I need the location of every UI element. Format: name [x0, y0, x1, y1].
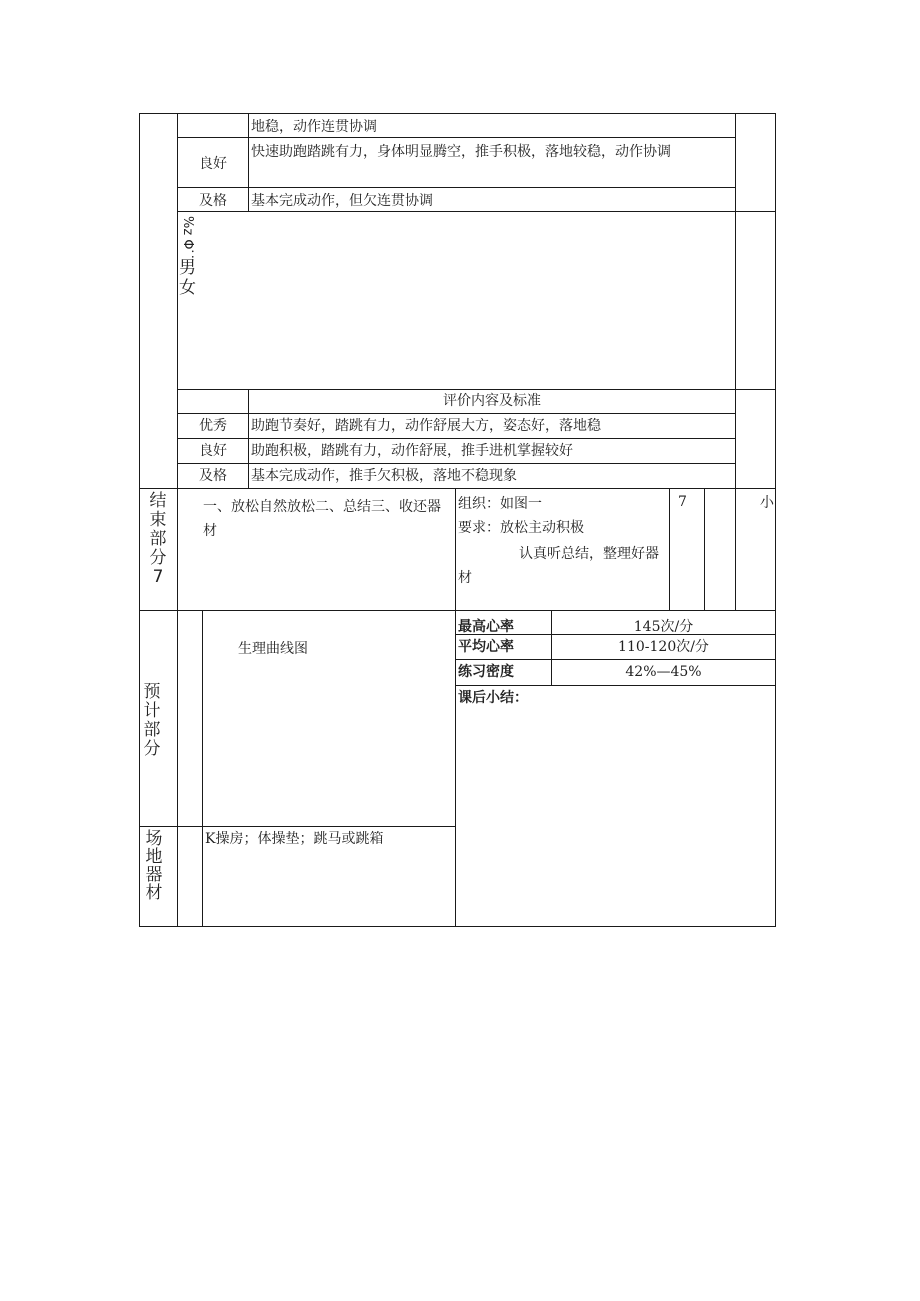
section-label-forecast: 预计部分: [143, 682, 161, 759]
level-label: 良好: [199, 156, 227, 172]
criteria-text: 地稳，动作连贯协调: [251, 119, 377, 135]
organization-text: 组织：如图一: [458, 496, 542, 512]
rule: [202, 610, 203, 927]
intensity-value: 小: [760, 495, 774, 511]
rule: [455, 685, 775, 686]
rule: [248, 113, 249, 211]
criteria-text: 基本完成动作，推手欠积极，落地不稳现象: [251, 468, 517, 484]
rule: [177, 413, 735, 414]
rule: [139, 113, 140, 927]
level-label: 良好: [199, 443, 227, 459]
venue-content: K操房；体操垫；跳马或跳箱: [205, 831, 384, 847]
eval-header: 评价内容及标准: [443, 393, 541, 409]
density-value: 42%—45%: [625, 664, 702, 680]
criteria-text: 助跑积极，踏跳有力，动作舒展，推手进机掌握较好: [251, 443, 573, 459]
summary-text: 材: [458, 570, 472, 586]
max-hr-label: 最高心率: [458, 619, 514, 635]
rule: [139, 113, 775, 114]
rule: [139, 488, 775, 489]
level-label: 优秀: [199, 418, 227, 434]
rule: [139, 610, 775, 611]
rule: [177, 438, 735, 439]
section-label-venue: 场地器材: [145, 829, 163, 903]
time-value: 7: [678, 494, 687, 510]
rule: [735, 113, 736, 489]
rule: [775, 113, 776, 927]
rule: [177, 113, 178, 927]
criteria-text: 助跑节奏好，踏跳有力，动作舒展大方，姿态好，落地稳: [251, 418, 601, 434]
rule: [455, 488, 456, 927]
garbled-text: %z Φ：: [180, 216, 195, 263]
rule: [177, 137, 735, 138]
rule: [704, 488, 705, 610]
rule: [669, 488, 670, 610]
rule: [177, 211, 775, 212]
rule: [177, 187, 735, 188]
avg-hr-value: 110-120次/分: [618, 639, 709, 655]
rule: [139, 826, 455, 827]
level-label: 及格: [199, 468, 227, 484]
avg-hr-label: 平均心率: [458, 639, 514, 655]
section-label-ending: 结束部分7: [149, 491, 167, 587]
after-class-summary-label: 课后小结：: [458, 690, 528, 706]
criteria-text: 基本完成动作，但欠连贯协调: [251, 193, 433, 209]
summary-text: 认真听总结，整理好器: [519, 546, 659, 562]
rule: [735, 488, 736, 610]
gender-label: 男女: [179, 258, 196, 298]
level-label: 及格: [199, 193, 227, 209]
rule: [177, 463, 735, 464]
rule: [455, 659, 775, 660]
rule: [139, 926, 775, 927]
max-hr-value: 145次/分: [633, 619, 694, 635]
curve-title: 生理曲线图: [238, 641, 308, 657]
density-label: 练习密度: [458, 664, 514, 680]
ending-content: 一、放松自然放松二、总结三、收还器材: [203, 499, 441, 539]
criteria-text: 快速助跑踏跳有力，身体明显腾空，推手积极，落地较稳，动作协调: [251, 144, 671, 160]
requirement-text: 要求：放松主动积极: [458, 520, 584, 536]
rule: [177, 389, 775, 390]
